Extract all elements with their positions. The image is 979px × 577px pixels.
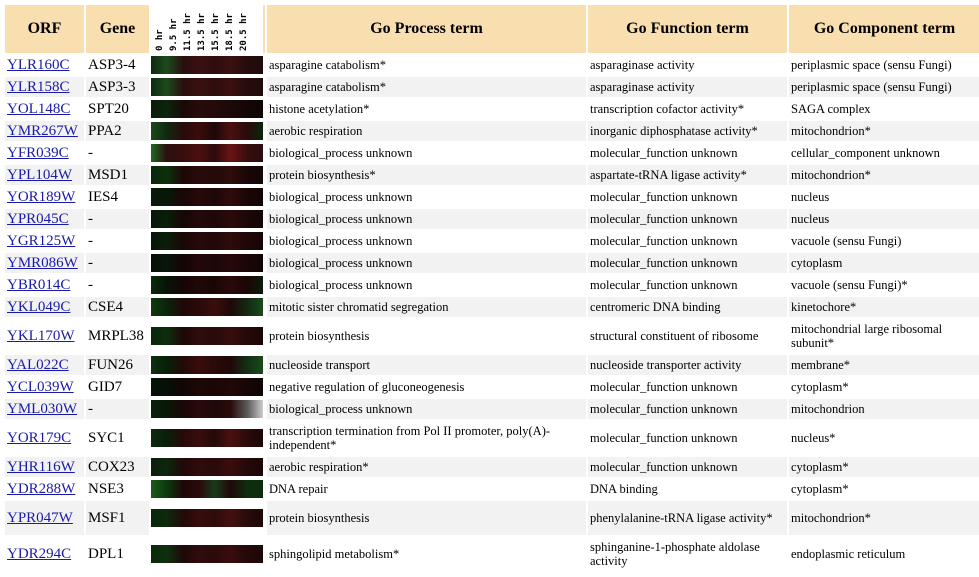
process-term-cell: nucleoside transport	[267, 355, 586, 375]
gene-cell: -	[86, 399, 149, 419]
orf-link[interactable]: YOL148C	[7, 101, 71, 117]
orf-link[interactable]: YMR086W	[7, 255, 78, 271]
expression-heatmap-cell	[151, 143, 265, 163]
table-row	[5, 399, 979, 419]
function-term-cell: molecular_function unknown	[588, 275, 787, 295]
orf-cell	[5, 297, 84, 317]
gene-cell: ASP3-4	[86, 55, 149, 75]
orf-link[interactable]: YKL170W	[7, 328, 75, 344]
orf-cell	[5, 319, 84, 353]
orf-link[interactable]: YDR288W	[7, 481, 76, 497]
component-term-cell: SAGA complex	[789, 99, 979, 119]
expression-heatmap-cell	[151, 55, 265, 75]
table-row	[5, 165, 979, 185]
table-row	[5, 537, 979, 571]
table-row	[5, 231, 979, 251]
timepoint-label: 0 hr	[155, 29, 165, 51]
function-term-cell: phenylalanine-tRNA ligase activity*	[588, 501, 787, 535]
orf-link[interactable]: YBR014C	[7, 277, 71, 293]
expression-heatmap-cell	[151, 537, 265, 571]
component-term-cell: vacuole (sensu Fungi)*	[789, 275, 979, 295]
table-row	[5, 209, 979, 229]
orf-link[interactable]: YML030W	[7, 401, 77, 417]
component-term-cell: kinetochore*	[789, 297, 979, 317]
table-row	[5, 55, 979, 75]
expression-heatmap-bar	[151, 429, 263, 447]
orf-link[interactable]: YOR189W	[7, 189, 76, 205]
gene-cell: DPL1	[86, 537, 149, 571]
orf-link[interactable]: YHR116W	[7, 459, 75, 475]
gene-cell: SPT20	[86, 99, 149, 119]
orf-cell	[5, 501, 84, 535]
expression-heatmap-bar	[151, 276, 263, 294]
orf-cell	[5, 187, 84, 207]
table-row	[5, 99, 979, 119]
function-term-cell: molecular_function unknown	[588, 253, 787, 273]
function-term-cell: molecular_function unknown	[588, 421, 787, 455]
process-term-cell: protein biosynthesis*	[267, 165, 586, 185]
expression-heatmap-cell	[151, 479, 265, 499]
expression-heatmap-cell	[151, 377, 265, 397]
timepoint-label: 15.5 hr	[211, 13, 221, 51]
expression-heatmap-cell	[151, 421, 265, 455]
component-term-cell: periplasmic space (sensu Fungi)	[789, 77, 979, 97]
orf-link[interactable]: YPR045C	[7, 211, 69, 227]
process-term-cell: biological_process unknown	[267, 253, 586, 273]
gene-cell: CSE4	[86, 297, 149, 317]
table-row	[5, 187, 979, 207]
function-header: Go Function term	[588, 5, 787, 53]
gene-cell: MRPL38	[86, 319, 149, 353]
gene-cell: MSD1	[86, 165, 149, 185]
component-term-cell: mitochondrion	[789, 399, 979, 419]
expression-heatmap-cell	[151, 275, 265, 295]
function-term-cell: asparaginase activity	[588, 77, 787, 97]
orf-link[interactable]: YPL104W	[7, 167, 72, 183]
component-term-cell: vacuole (sensu Fungi)	[789, 231, 979, 251]
orf-cell	[5, 77, 84, 97]
orf-cell	[5, 421, 84, 455]
gene-cell: -	[86, 275, 149, 295]
component-term-cell: nucleus	[789, 209, 979, 229]
component-term-cell: cytoplasm*	[789, 457, 979, 477]
expression-heatmap-cell	[151, 99, 265, 119]
orf-cell	[5, 537, 84, 571]
gene-cell: GID7	[86, 377, 149, 397]
expression-heatmap-cell	[151, 399, 265, 419]
table-row	[5, 355, 979, 375]
process-term-cell: sphingolipid metabolism*	[267, 537, 586, 571]
process-term-cell: biological_process unknown	[267, 275, 586, 295]
process-term-cell: asparagine catabolism*	[267, 55, 586, 75]
expression-heatmap-cell	[151, 187, 265, 207]
expression-heatmap-cell	[151, 231, 265, 251]
process-term-cell: aerobic respiration	[267, 121, 586, 141]
expression-heatmap-bar	[151, 400, 263, 418]
orf-cell	[5, 121, 84, 141]
timepoint-label: 9.5 hr	[169, 18, 179, 51]
process-term-cell: biological_process unknown	[267, 187, 586, 207]
expression-heatmap-bar	[151, 210, 263, 228]
orf-cell	[5, 479, 84, 499]
expression-heatmap-bar	[151, 144, 263, 162]
timepoint-label: 18.5 hr	[225, 13, 235, 51]
process-term-cell: DNA repair	[267, 479, 586, 499]
component-term-cell: nucleus	[789, 187, 979, 207]
gene-cell: PPA2	[86, 121, 149, 141]
table-row	[5, 319, 979, 353]
orf-cell	[5, 209, 84, 229]
component-term-cell: cellular_component unknown	[789, 143, 979, 163]
function-term-cell: DNA binding	[588, 479, 787, 499]
expression-heatmap-bar	[151, 122, 263, 140]
gene-cell: IES4	[86, 187, 149, 207]
timepoint-label: 11.5 hr	[183, 13, 193, 51]
function-term-cell: molecular_function unknown	[588, 143, 787, 163]
orf-cell	[5, 99, 84, 119]
function-term-cell: molecular_function unknown	[588, 399, 787, 419]
expression-heatmap-cell	[151, 253, 265, 273]
table-row	[5, 457, 979, 477]
component-term-cell: mitochondrion*	[789, 165, 979, 185]
process-term-cell: transcription termination from Pol II promoter, poly(A)-independent*	[267, 421, 586, 455]
orf-cell	[5, 275, 84, 295]
table-row	[5, 377, 979, 397]
orf-cell	[5, 231, 84, 251]
function-term-cell: aspartate-tRNA ligase activity*	[588, 165, 787, 185]
table-row	[5, 421, 979, 455]
component-term-cell: endoplasmic reticulum	[789, 537, 979, 571]
component-term-cell: membrane*	[789, 355, 979, 375]
component-term-cell: cytoplasm*	[789, 479, 979, 499]
expression-heatmap-bar	[151, 378, 263, 396]
gene-cell: -	[86, 143, 149, 163]
function-term-cell: molecular_function unknown	[588, 231, 787, 251]
expression-heatmap-cell	[151, 121, 265, 141]
orf-cell	[5, 143, 84, 163]
expression-heatmap-bar	[151, 458, 263, 476]
expression-heatmap-bar	[151, 100, 263, 118]
orf-link[interactable]: YKL049C	[7, 299, 71, 315]
gene-cell: -	[86, 231, 149, 251]
expression-heatmap-cell	[151, 165, 265, 185]
gene-cell: NSE3	[86, 479, 149, 499]
expression-heatmap-bar	[151, 545, 263, 563]
process-term-cell: biological_process unknown	[267, 143, 586, 163]
expression-heatmap-bar	[151, 232, 263, 250]
process-term-cell: negative regulation of gluconeogenesis	[267, 377, 586, 397]
table-row	[5, 121, 979, 141]
orf-header: ORF	[5, 5, 84, 53]
table-row	[5, 253, 979, 273]
gene-cell: MSF1	[86, 501, 149, 535]
expression-heatmap-bar	[151, 166, 263, 184]
orf-cell	[5, 253, 84, 273]
gene-cell: -	[86, 209, 149, 229]
process-term-cell: mitotic sister chromatid segregation	[267, 297, 586, 317]
gene-table	[3, 3, 979, 573]
timepoint-label: 20.5 hr	[239, 13, 249, 51]
expression-heatmap-bar	[151, 78, 263, 96]
process-term-cell: biological_process unknown	[267, 209, 586, 229]
table-row	[5, 297, 979, 317]
function-term-cell: structural constituent of ribosome	[588, 319, 787, 353]
table-row	[5, 143, 979, 163]
table-row	[5, 479, 979, 499]
orf-link[interactable]: YPR047W	[7, 510, 73, 526]
orf-cell	[5, 457, 84, 477]
expression-heatmap-cell	[151, 457, 265, 477]
function-term-cell: molecular_function unknown	[588, 377, 787, 397]
expression-heatmap-bar	[151, 254, 263, 272]
orf-link[interactable]: YMR267W	[7, 123, 78, 139]
process-term-cell: aerobic respiration*	[267, 457, 586, 477]
expression-heatmap-cell	[151, 355, 265, 375]
process-term-cell: biological_process unknown	[267, 231, 586, 251]
gene-cell: -	[86, 253, 149, 273]
expression-heatmap-bar	[151, 356, 263, 374]
table-row	[5, 275, 979, 295]
component-term-cell: cytoplasm*	[789, 377, 979, 397]
process-term-cell: histone acetylation*	[267, 99, 586, 119]
gene-cell: FUN26	[86, 355, 149, 375]
gene-cell: SYC1	[86, 421, 149, 455]
component-term-cell: nucleus*	[789, 421, 979, 455]
expression-heatmap-cell	[151, 209, 265, 229]
orf-link[interactable]: YLR158C	[7, 79, 70, 95]
header-row	[5, 5, 979, 53]
expression-heatmap-bar	[151, 188, 263, 206]
expression-heatmap-bar	[151, 509, 263, 527]
gene-header: Gene	[86, 5, 149, 53]
orf-link[interactable]: YOR179C	[7, 430, 72, 446]
gene-cell: ASP3-3	[86, 77, 149, 97]
orf-cell	[5, 355, 84, 375]
process-term-cell: protein biosynthesis	[267, 319, 586, 353]
expression-heatmap-cell	[151, 297, 265, 317]
orf-link[interactable]: YCL039W	[7, 379, 74, 395]
function-term-cell: asparaginase activity	[588, 55, 787, 75]
function-term-cell: molecular_function unknown	[588, 209, 787, 229]
component-term-cell: mitochondrion*	[789, 121, 979, 141]
process-header: Go Process term	[267, 5, 586, 53]
orf-link[interactable]: YGR125W	[7, 233, 76, 249]
expression-heatmap-cell	[151, 319, 265, 353]
orf-cell	[5, 165, 84, 185]
expression-heatmap-cell	[151, 501, 265, 535]
component-term-cell: mitochondrial large ribosomal subunit*	[789, 319, 979, 353]
component-term-cell: mitochondrion*	[789, 501, 979, 535]
process-term-cell: asparagine catabolism*	[267, 77, 586, 97]
orf-cell	[5, 399, 84, 419]
expression-heatmap-bar	[151, 327, 263, 345]
gene-cell: COX23	[86, 457, 149, 477]
expression-heatmap-bar	[151, 56, 263, 74]
orf-cell	[5, 377, 84, 397]
function-term-cell: centromeric DNA binding	[588, 297, 787, 317]
function-term-cell: inorganic diphosphatase activity*	[588, 121, 787, 141]
timepoint-header	[151, 5, 265, 53]
function-term-cell: molecular_function unknown	[588, 187, 787, 207]
function-term-cell: transcription cofactor activity*	[588, 99, 787, 119]
expression-heatmap-bar	[151, 298, 263, 316]
process-term-cell: biological_process unknown	[267, 399, 586, 419]
orf-link[interactable]: YAL022C	[7, 357, 69, 373]
orf-link[interactable]: YDR294C	[7, 546, 72, 562]
table-row	[5, 77, 979, 97]
orf-link[interactable]: YFR039C	[7, 145, 69, 161]
orf-link[interactable]: YLR160C	[7, 57, 70, 73]
component-header: Go Component term	[789, 5, 979, 53]
function-term-cell: molecular_function unknown	[588, 457, 787, 477]
expression-heatmap-cell	[151, 77, 265, 97]
component-term-cell: cytoplasm	[789, 253, 979, 273]
timepoint-label: 13.5 hr	[197, 13, 207, 51]
function-term-cell: sphinganine-1-phosphate aldolase activity	[588, 537, 787, 571]
expression-heatmap-bar	[151, 480, 263, 498]
component-term-cell: periplasmic space (sensu Fungi)	[789, 55, 979, 75]
function-term-cell: nucleoside transporter activity	[588, 355, 787, 375]
orf-cell	[5, 55, 84, 75]
table-row	[5, 501, 979, 535]
process-term-cell: protein biosynthesis	[267, 501, 586, 535]
